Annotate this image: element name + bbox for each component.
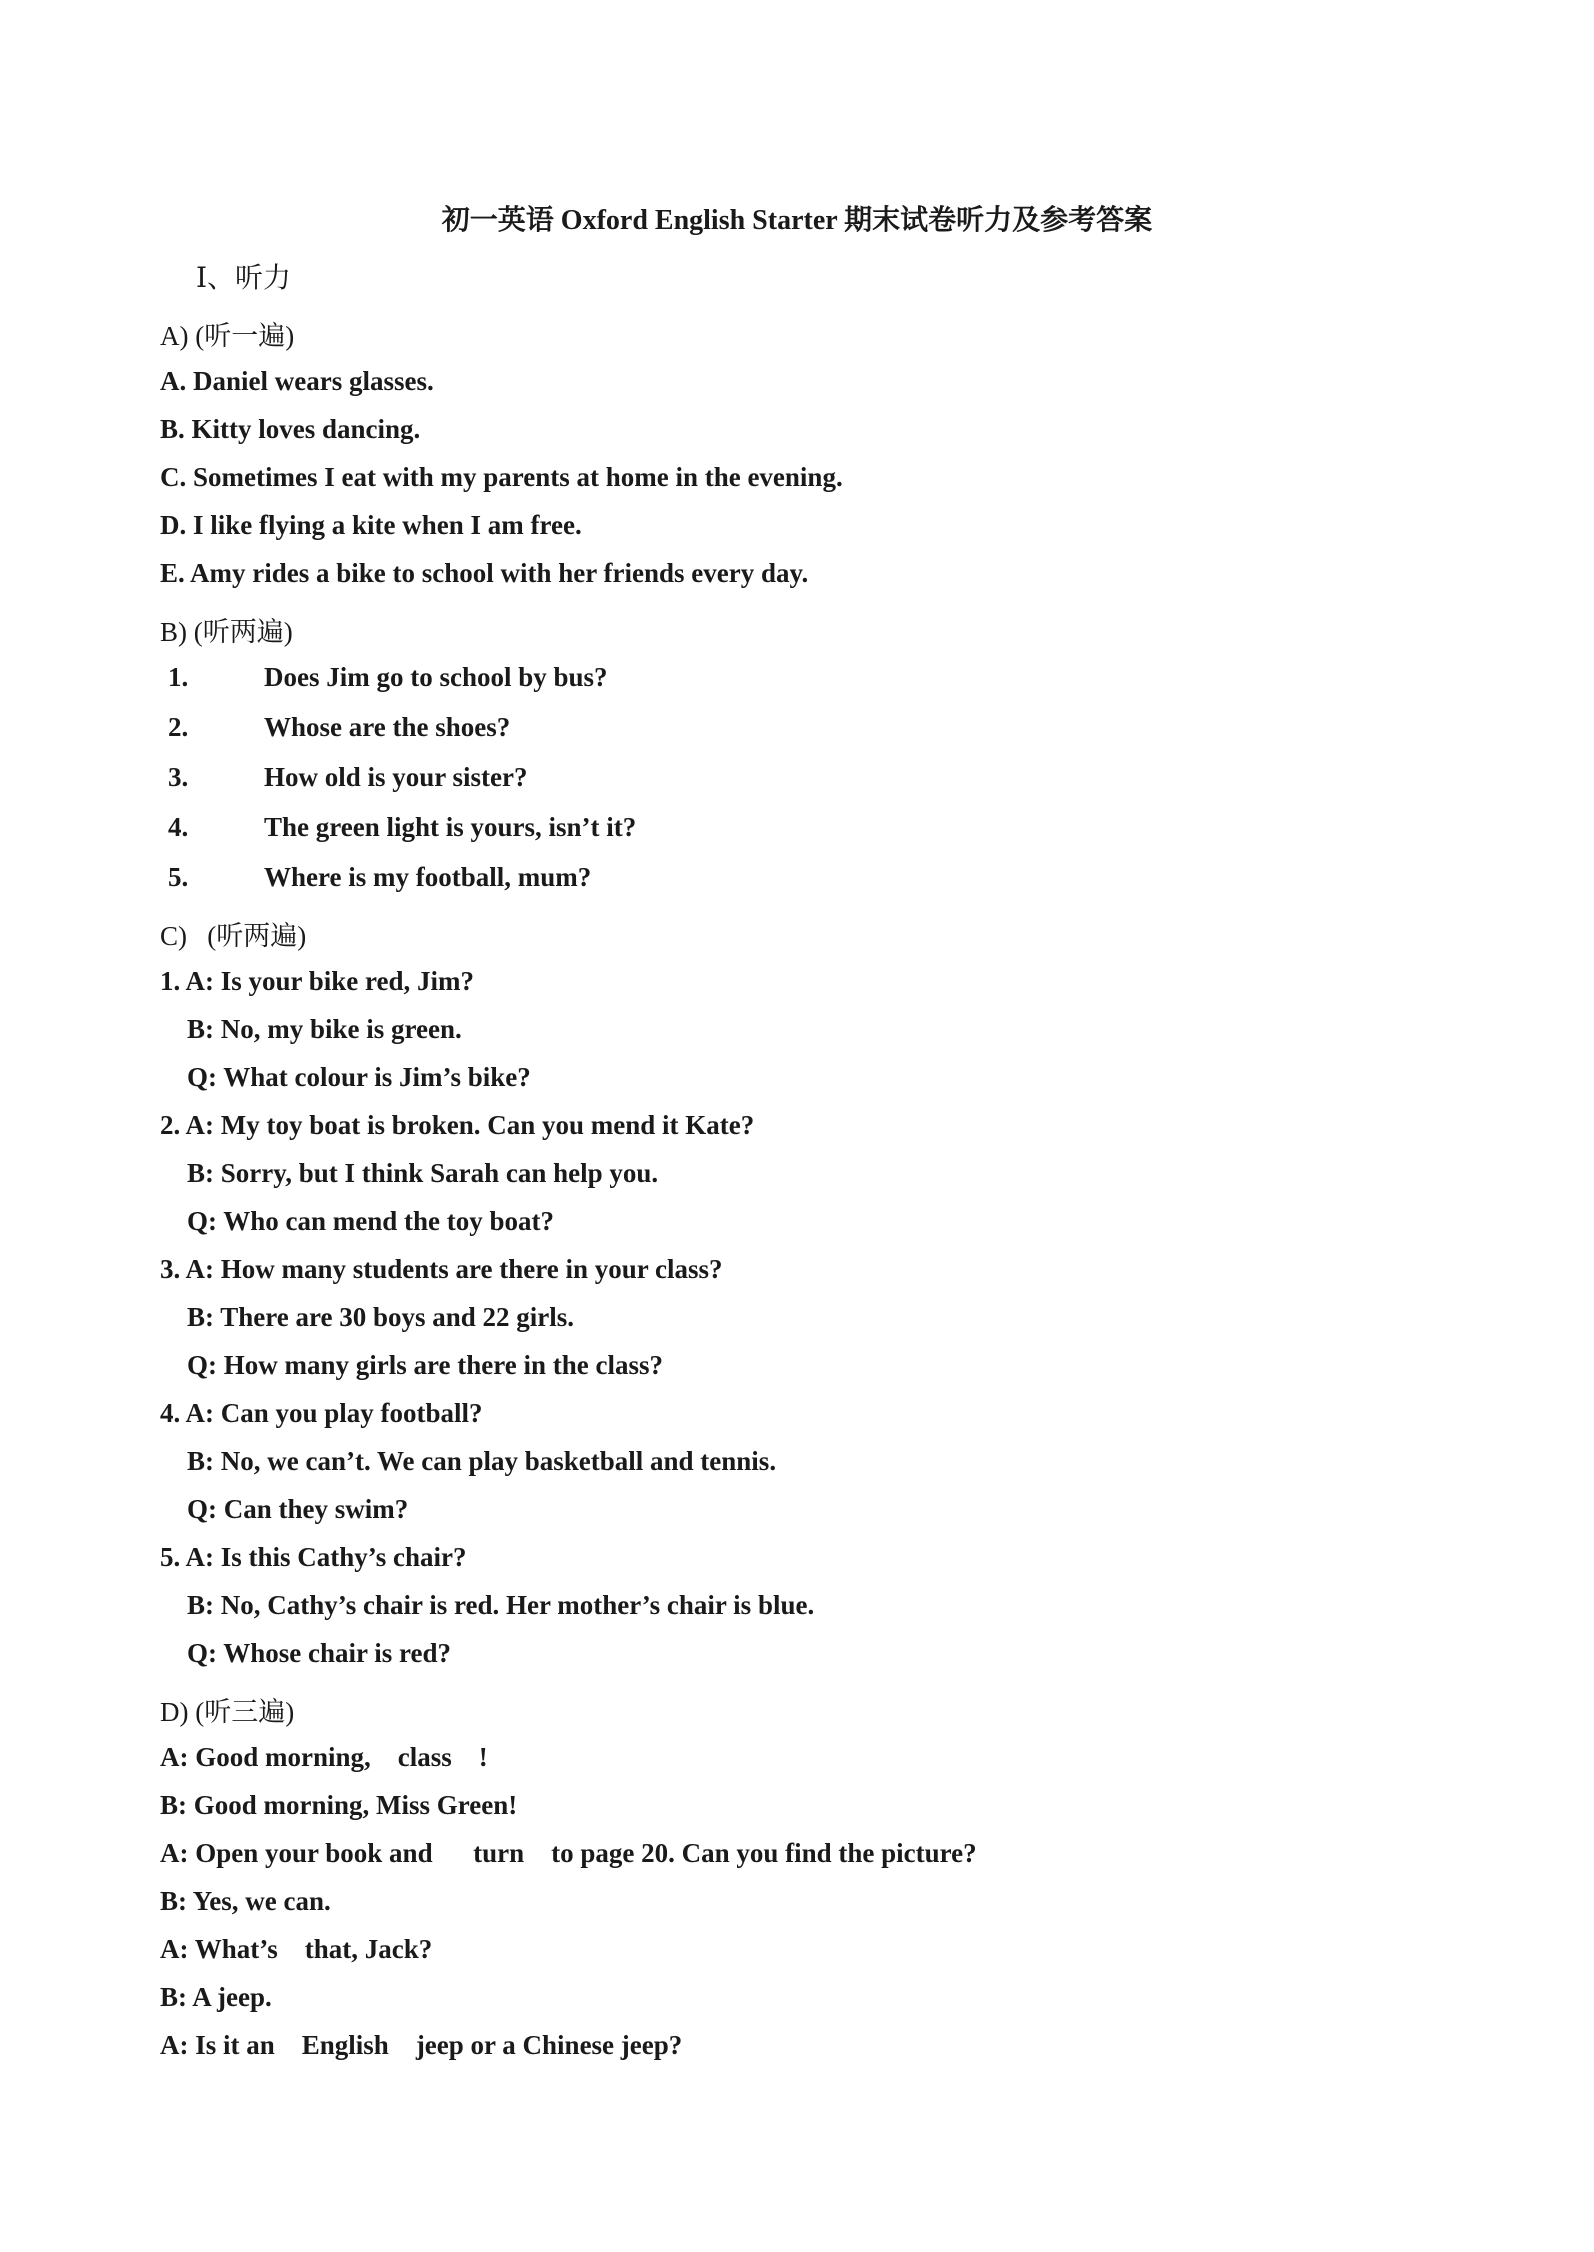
dialogue-line-a: 4. A: Can you play football? (160, 1398, 483, 1428)
section-b-heading: B) (听两遍) (160, 617, 293, 647)
section-a-item: B. Kitty loves dancing. (160, 414, 421, 444)
dialogue-line-a: 1. A: Is your bike red, Jim? (160, 966, 475, 996)
dialogue-line-b: B: No, my bike is green. (187, 1014, 462, 1044)
section-c-heading: C) (听两遍) (160, 921, 307, 951)
section-b-number: 5. (168, 862, 189, 892)
dialogue-question: Q: Whose chair is red? (187, 1638, 452, 1668)
dialogue-line-b: B: No, Cathy’s chair is red. Her mother’s chair is blue. (187, 1590, 815, 1620)
section-b-question: Whose are the shoes? (264, 712, 511, 742)
section-a-item: C. Sometimes I eat with my parents at home in the evening. (160, 462, 843, 492)
section-d-line: B: Good morning, Miss Green! (160, 1790, 518, 1820)
section-d-line: A: What’s that, Jack? (160, 1934, 433, 1964)
section-d-line: B: A jeep. (160, 1982, 272, 2012)
section-b-question: The green light is yours, isn’t it? (264, 812, 637, 842)
section-b-question: How old is your sister? (264, 762, 528, 792)
dialogue-line-a: 2. A: My toy boat is broken. Can you mend it Kate? (160, 1110, 755, 1140)
dialogue-line-b: B: No, we can’t. We can play basketball and tennis. (187, 1446, 777, 1476)
dialogue-question: Q: How many girls are there in the class? (187, 1350, 663, 1380)
section-a-item: A. Daniel wears glasses. (160, 366, 434, 396)
dialogue-line-b: B: There are 30 boys and 22 girls. (187, 1302, 575, 1332)
dialogue-line-a: 5. A: Is this Cathy’s chair? (160, 1542, 467, 1572)
dialogue-line-a: 3. A: How many students are there in your class? (160, 1254, 723, 1284)
section-d-line: A: Is it an English jeep or a Chinese jeep? (160, 2030, 683, 2060)
section-a-item: D. I like flying a kite when I am free. (160, 510, 582, 540)
dialogue-question: Q: Who can mend the toy boat? (187, 1206, 555, 1236)
section-d-line: A: Good morning, class ! (160, 1742, 488, 1772)
dialogue-question: Q: Can they swim? (187, 1494, 409, 1524)
section-d-line: B: Yes, we can. (160, 1886, 331, 1916)
page-title: 初一英语 Oxford English Starter 期末试卷听力及参考答案 (441, 205, 1153, 236)
section-b-number: 3. (168, 762, 189, 792)
section-b-number: 1. (168, 662, 189, 692)
section-b-number: 4. (168, 812, 189, 842)
section-b-question: Does Jim go to school by bus? (264, 662, 608, 692)
section-b-question: Where is my football, mum? (264, 862, 592, 892)
section-d-heading: D) (听三遍) (160, 1697, 295, 1727)
section-a-heading: A) (听一遍) (160, 321, 295, 351)
section-d-line: A: Open your book and turn to page 20. Can you find the picture? (160, 1838, 977, 1868)
section-b-number: 2. (168, 712, 189, 742)
dialogue-line-b: B: Sorry, but I think Sarah can help you. (187, 1158, 659, 1188)
dialogue-question: Q: What colour is Jim’s bike? (187, 1062, 531, 1092)
part-heading: Ⅰ、听力 (196, 263, 292, 294)
section-a-item: E. Amy rides a bike to school with her friends every day. (160, 558, 809, 588)
